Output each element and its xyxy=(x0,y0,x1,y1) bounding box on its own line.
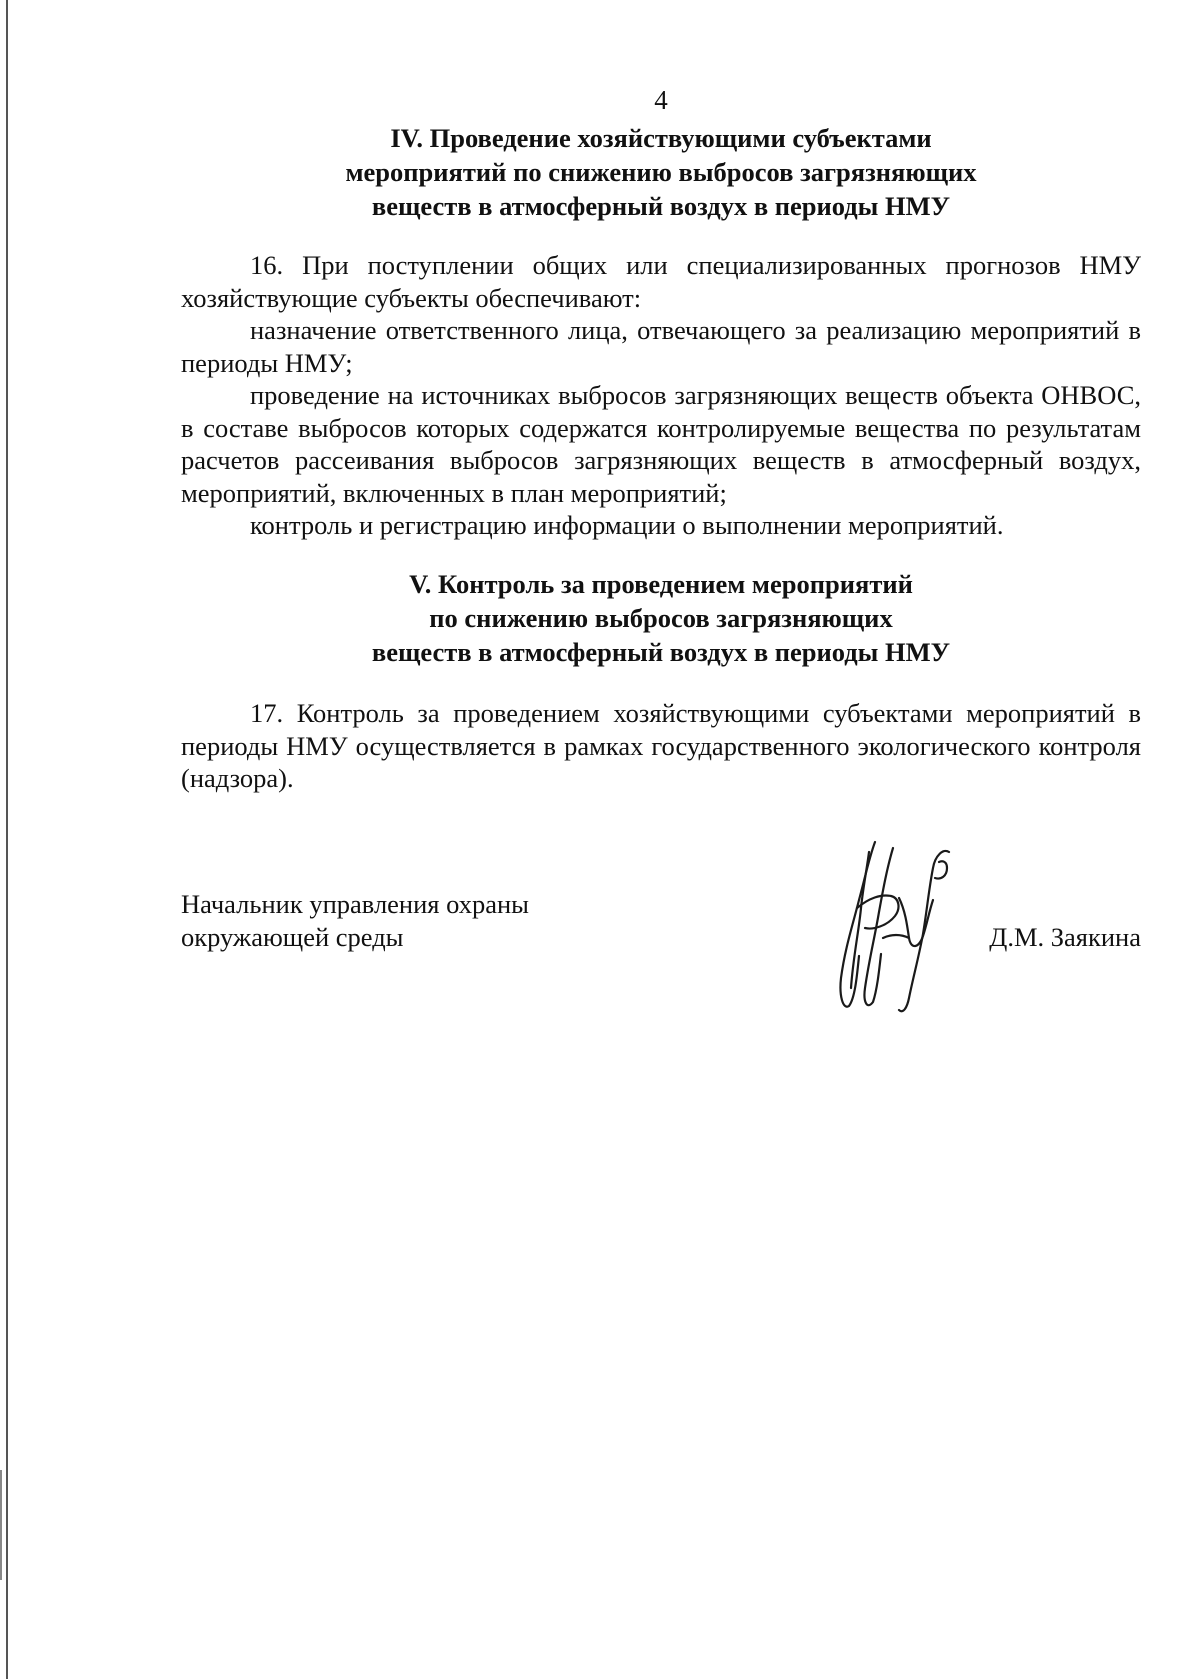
signatory-position-line: окружающей среды xyxy=(181,922,404,952)
section-iv-body xyxy=(181,249,1141,542)
section-v-heading-line: по снижению выбросов загрязняющих xyxy=(429,603,893,633)
signatory-position-line: Начальник управления охраны xyxy=(181,889,529,919)
section-v-heading-line: V. Контроль за проведением мероприятий xyxy=(409,569,913,599)
section-iv-heading-line: мероприятий по снижению выбросов загрязняющих xyxy=(345,157,977,187)
section-v-heading-line: веществ в атмосферный воздух в периоды НМУ xyxy=(371,637,951,667)
section-iv-heading xyxy=(181,121,1141,223)
section-v-body xyxy=(181,697,1141,795)
paragraph-17: 17. Контроль за проведением хозяйствующими субъектами мероприятий в периоды НМУ осуществляется в рамках государственного экологического контроля (надзора). xyxy=(181,698,1141,793)
list-item-control-registration: контроль и регистрацию информации о выполнении мероприятий. xyxy=(250,510,1004,540)
scan-border-line xyxy=(6,0,8,1679)
signatory-position xyxy=(181,888,529,954)
page-number: 4 xyxy=(654,85,668,115)
list-item-responsible-person: назначение ответственного лица, отвечающего за реализацию мероприятий в периоды НМУ; xyxy=(181,315,1141,378)
document-page xyxy=(181,0,1141,1679)
signature-block xyxy=(181,888,1141,1018)
section-iv-heading-line: веществ в атмосферный воздух в периоды НМУ xyxy=(371,191,951,221)
scan-border-mark xyxy=(0,1470,2,1580)
list-item-measures-at-sources: проведение на источниках выбросов загрязняющих веществ объекта ОНВОС, в составе выбросов которых содержатся контролируемые вещества по результатам расчетов рассеивания выбросов загрязняющих веществ в атмосферный воздух, мероприятий, включенных в план мероприятий; xyxy=(181,380,1141,508)
section-v-heading xyxy=(181,567,1141,669)
handwritten-signature xyxy=(829,838,959,1016)
signatory-name: Д.М. Заякина xyxy=(989,922,1141,952)
paragraph-16: 16. При поступлении общих или специализированных прогнозов НМУ хозяйствующие субъекты обеспечивают: xyxy=(181,250,1141,313)
section-iv-heading-line: IV. Проведение хозяйствующими субъектами xyxy=(390,123,932,153)
